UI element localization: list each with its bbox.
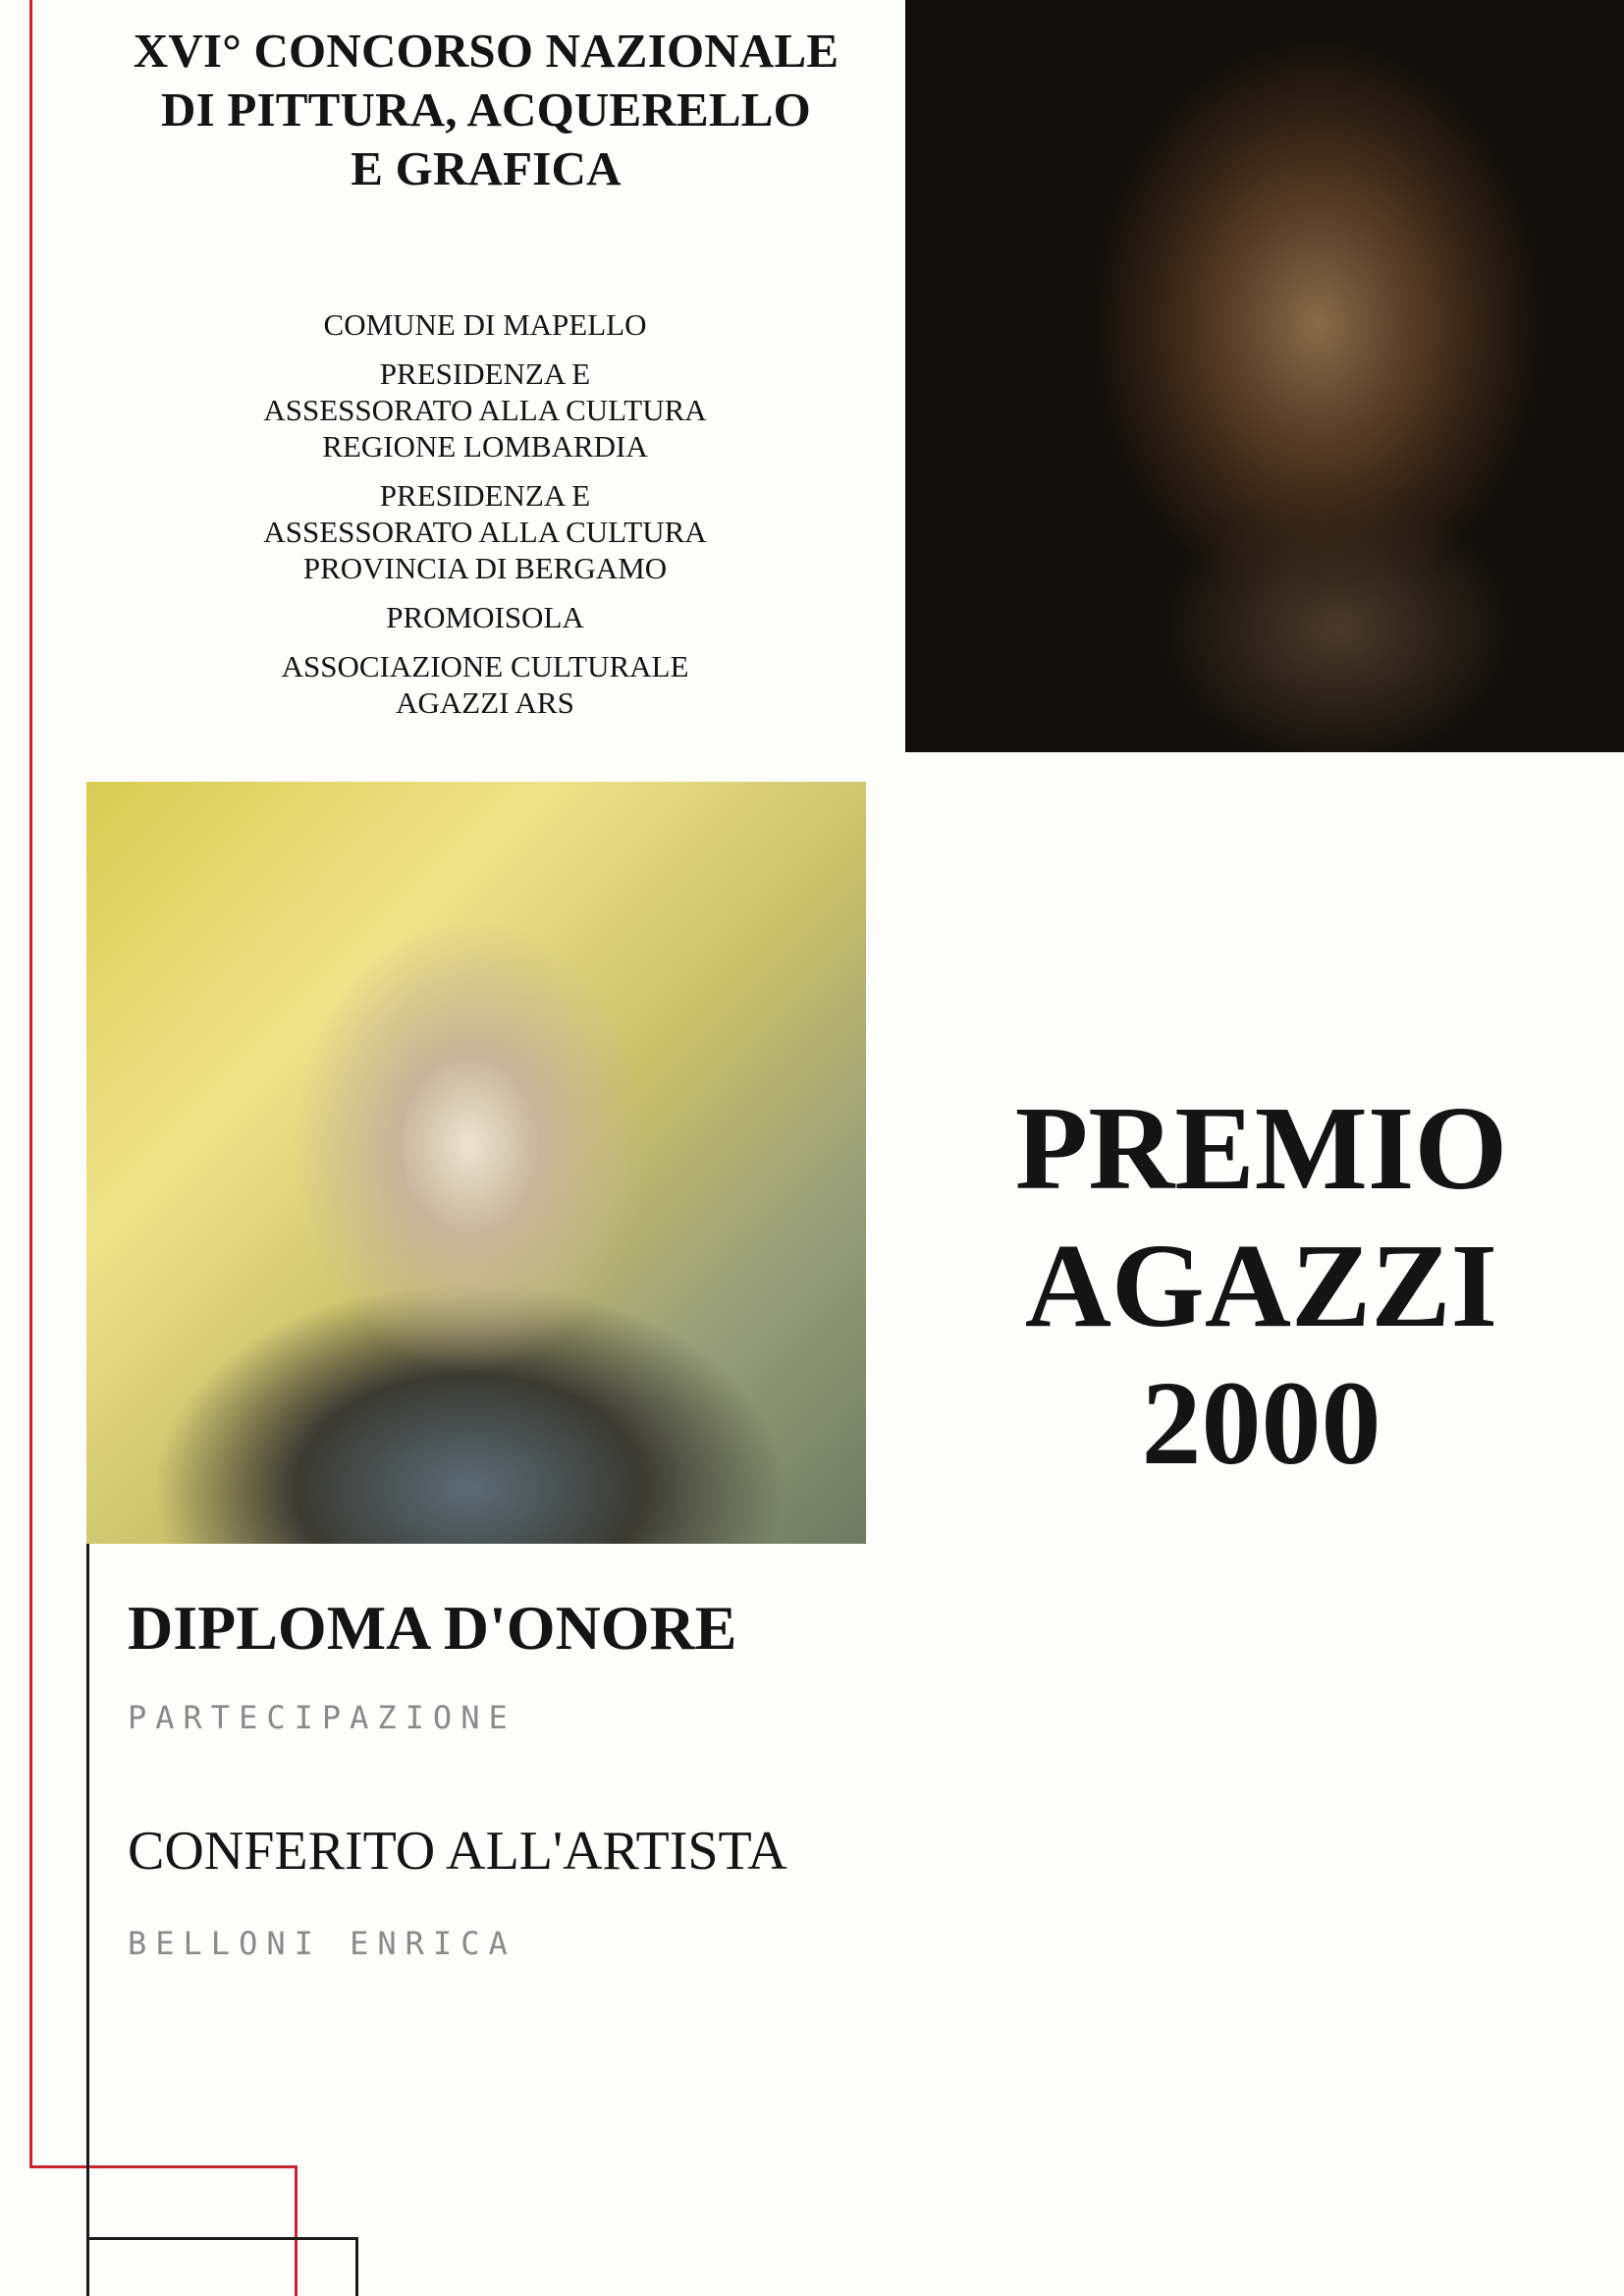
organizer-associazione [167, 648, 803, 721]
organizer-line: ASSOCIAZIONE CULTURALE [281, 649, 689, 683]
contest-title-line-2: DI PITTURA, ACQUERELLO [161, 82, 811, 137]
organizer-line: REGIONE LOMBARDIA [322, 429, 648, 464]
red-border-corner [295, 2165, 298, 2296]
organizer-line: AGAZZI ARS [396, 685, 574, 720]
conferred-label: CONFERITO ALL'ARTISTA [128, 1821, 787, 1882]
organizer-promoisola [167, 599, 803, 635]
organizer-line: PROVINCIA DI BERGAMO [302, 551, 668, 585]
organizers-list [167, 306, 803, 734]
contest-title-line-3: E GRAFICA [351, 141, 622, 195]
typed-category: PARTECIPAZIONE [128, 1699, 516, 1736]
award-line-3: 2000 [1141, 1357, 1381, 1490]
organizer-line: PRESIDENZA E [379, 356, 591, 391]
black-rule-corner [355, 2237, 358, 2296]
organizer-line: PROMOISOLA [386, 600, 584, 634]
typed-artist-name: BELLONI ENRICA [128, 1925, 516, 1962]
organizer-line: ASSESSORATO ALLA CULTURA [263, 515, 707, 549]
organizer-line: ASSESSORATO ALLA CULTURA [263, 393, 707, 427]
portrait-painting-bearded-man [905, 0, 1624, 752]
organizer-line: PRESIDENZA E [379, 478, 591, 513]
organizer-line: COMUNE DI MAPELLO [323, 307, 647, 342]
diploma-heading: DIPLOMA D'ONORE [128, 1593, 737, 1663]
black-rule-vertical [86, 1540, 89, 2296]
red-border-vertical [29, 0, 32, 2167]
award-line-2: AGAZZI [1024, 1220, 1498, 1352]
contest-title [79, 22, 893, 198]
organizer-regione [167, 355, 803, 465]
award-line-1: PREMIO [1014, 1082, 1508, 1215]
portrait-painting-elderly-man [86, 782, 866, 1544]
black-rule-horizontal [86, 2237, 357, 2240]
organizer-provincia [167, 477, 803, 586]
organizer-comune [167, 306, 803, 343]
award-title [898, 1080, 1624, 1493]
contest-title-line-1: XVI° CONCORSO NAZIONALE [133, 24, 839, 78]
red-border-horizontal [29, 2165, 297, 2168]
